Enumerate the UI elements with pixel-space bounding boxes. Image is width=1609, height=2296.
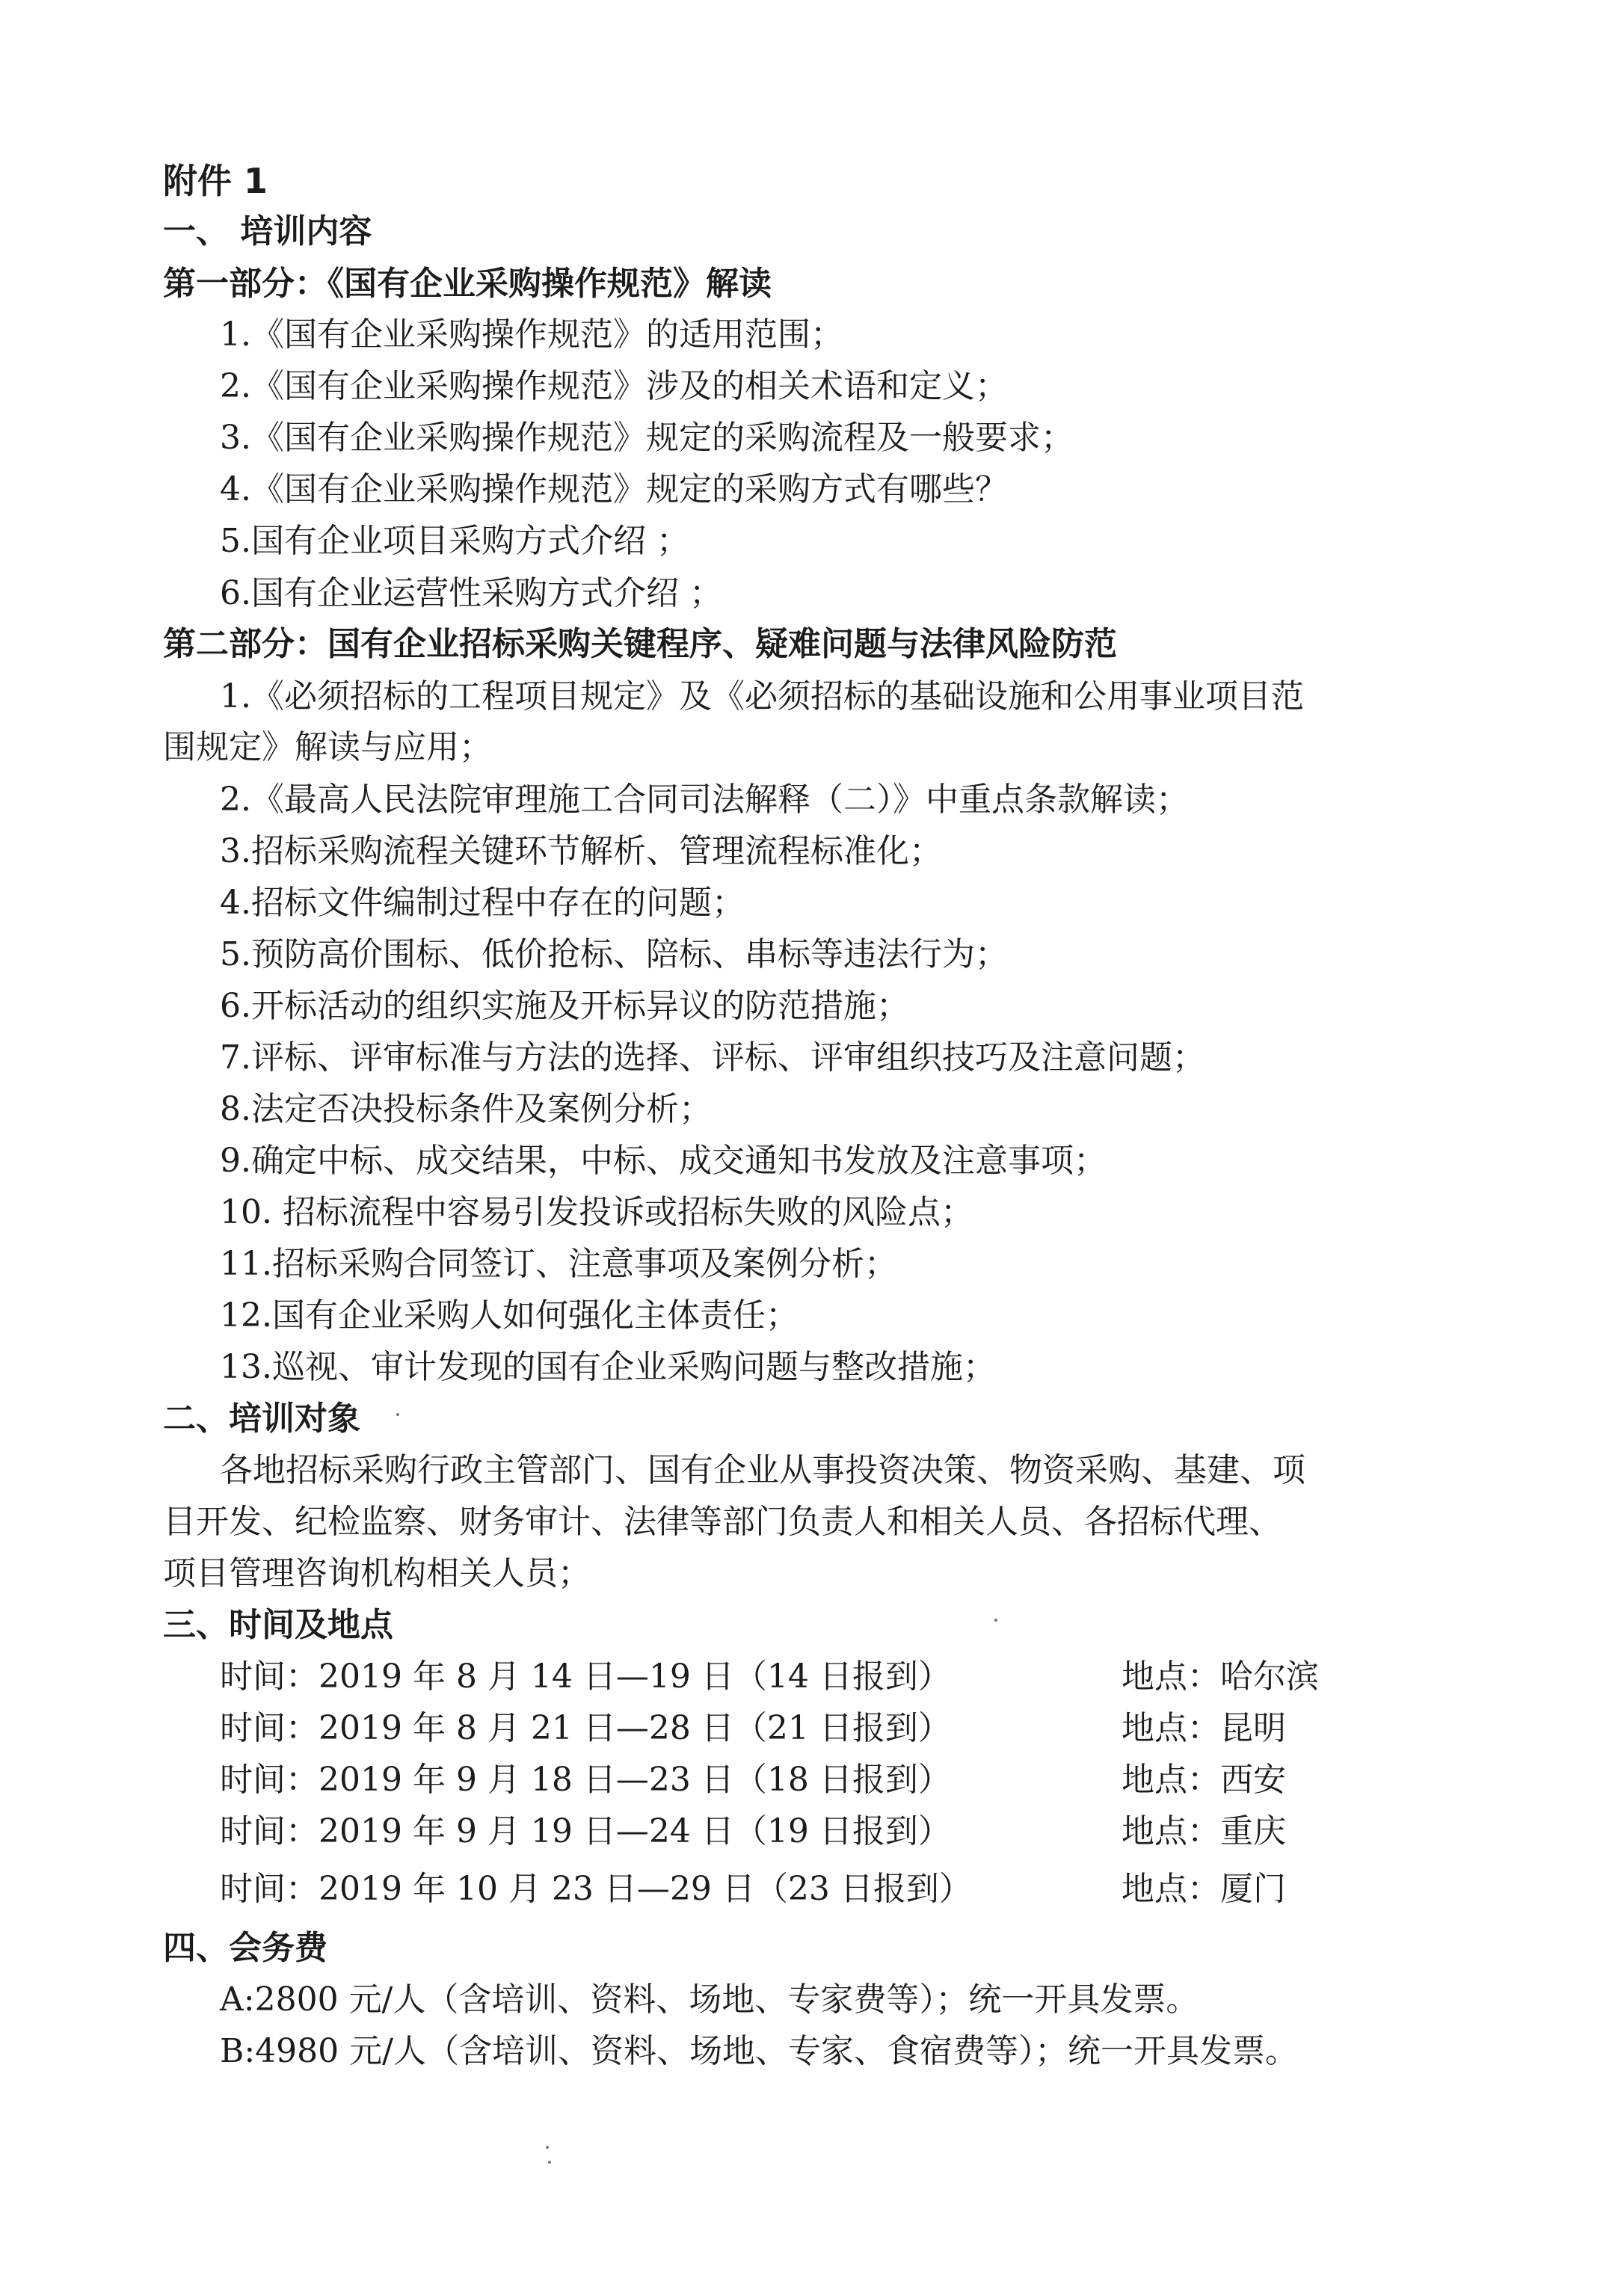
part-1-item: 4.《国有企业采购操作规范》规定的采购方式有哪些？ bbox=[220, 470, 1008, 508]
session-place: 地点：厦门 bbox=[1122, 1870, 1286, 1908]
part-1-item: 3.《国有企业采购操作规范》规定的采购流程及一般要求； bbox=[220, 419, 1074, 457]
part-2-item: 3.招标采购流程关键环节解析、管理流程标准化； bbox=[220, 832, 942, 870]
section-2-heading: 二、培训对象 bbox=[163, 1400, 360, 1438]
audience-text: 各地招标采购行政主管部门、国有企业从事投资决策、物资采购、基建、项 bbox=[220, 1451, 1305, 1489]
session-time: 时间：2019 年 10 月 23 日—29 日（23 日报到） bbox=[220, 1870, 972, 1908]
part-2-item: 2.《最高人民法院审理施工合同司法解释（二）》中重点条款解读； bbox=[220, 781, 1189, 819]
session-time: 时间：2019 年 9 月 19 日—24 日（19 日报到） bbox=[220, 1812, 951, 1850]
part-2-item-continuation: 围规定》解读与应用； bbox=[163, 728, 492, 766]
audience-text: 目开发、纪检监察、财务审计、法律等部门负责人和相关人员、各招标代理、 bbox=[163, 1503, 1282, 1541]
audience-text: 项目管理咨询机构相关人员； bbox=[163, 1554, 591, 1592]
part-2-item: 6.开标活动的组织实施及开标异议的防范措施； bbox=[220, 987, 909, 1025]
section-1-heading: 一、 培训内容 bbox=[163, 212, 372, 250]
part-2-item: 9.确定中标、成交结果，中标、成交通知书发放及注意事项； bbox=[220, 1142, 1107, 1180]
section-3-heading: 三、时间及地点 bbox=[163, 1606, 393, 1644]
session-place: 地点：重庆 bbox=[1122, 1812, 1286, 1850]
section-4-heading: 四、会务费 bbox=[163, 1929, 327, 1967]
session-place: 地点：哈尔滨 bbox=[1122, 1658, 1319, 1696]
session-place: 地点：昆明 bbox=[1122, 1709, 1286, 1747]
part-2-item: 8.法定否决投标条件及案例分析； bbox=[220, 1090, 712, 1128]
scan-speck bbox=[546, 2146, 549, 2149]
scan-speck bbox=[396, 1413, 399, 1416]
fee-option: B:4980 元/人（含培训、资料、场地、专家、食宿费等）；统一开具发票。 bbox=[220, 2032, 1298, 2070]
part-1-item: 1.《国有企业采购操作规范》的适用范围； bbox=[220, 316, 843, 354]
session-time: 时间：2019 年 9 月 18 日—23 日（18 日报到） bbox=[220, 1761, 951, 1799]
session-time: 时间：2019 年 8 月 14 日—19 日（14 日报到） bbox=[220, 1658, 951, 1696]
part-2-item: 10. 招标流程中容易引发投诉或招标失败的风险点； bbox=[220, 1193, 973, 1231]
scan-speck bbox=[548, 2161, 551, 2164]
annex-label: 附件 1 bbox=[163, 161, 268, 201]
part-2-item: 5.预防高价围标、低价抢标、陪标、串标等违法行为； bbox=[220, 935, 1008, 973]
part-2-item: 13.巡视、审计发现的国有企业采购问题与整改措施； bbox=[220, 1348, 996, 1386]
session-time: 时间：2019 年 8 月 21 日—28 日（21 日报到） bbox=[220, 1709, 951, 1747]
part-2-item: 7.评标、评审标准与方法的选择、评标、评审组织技巧及注意问题； bbox=[220, 1038, 1205, 1077]
part-1-item: 5.国有企业项目采购方式介绍 ； bbox=[220, 522, 689, 560]
part-2-item: 12.国有企业采购人如何强化主体责任； bbox=[220, 1296, 799, 1335]
part-1-item: 2.《国有企业采购操作规范》涉及的相关术语和定义； bbox=[220, 367, 1008, 405]
session-place: 地点：西安 bbox=[1122, 1761, 1286, 1799]
part-1-item: 6.国有企业运营性采购方式介绍 ； bbox=[220, 574, 722, 612]
part-2-item: 4.招标文件编制过程中存在的问题； bbox=[220, 884, 745, 922]
part-2-item: 11.招标采购合同签订、注意事项及案例分析； bbox=[220, 1245, 897, 1283]
scan-speck bbox=[994, 1619, 997, 1622]
part-1-heading: 第一部分：《国有企业采购操作规范》解读 bbox=[163, 265, 772, 303]
part-2-item: 1.《必须招标的工程项目规定》及《必须招标的基础设施和公用事业项目范 bbox=[220, 677, 1304, 715]
fee-option: A:2800 元/人（含培训、资料、场地、专家费等）；统一开具发票。 bbox=[220, 1980, 1199, 2019]
part-2-heading: 第二部分：国有企业招标采购关键程序、疑难问题与法律风险防范 bbox=[163, 625, 1117, 663]
